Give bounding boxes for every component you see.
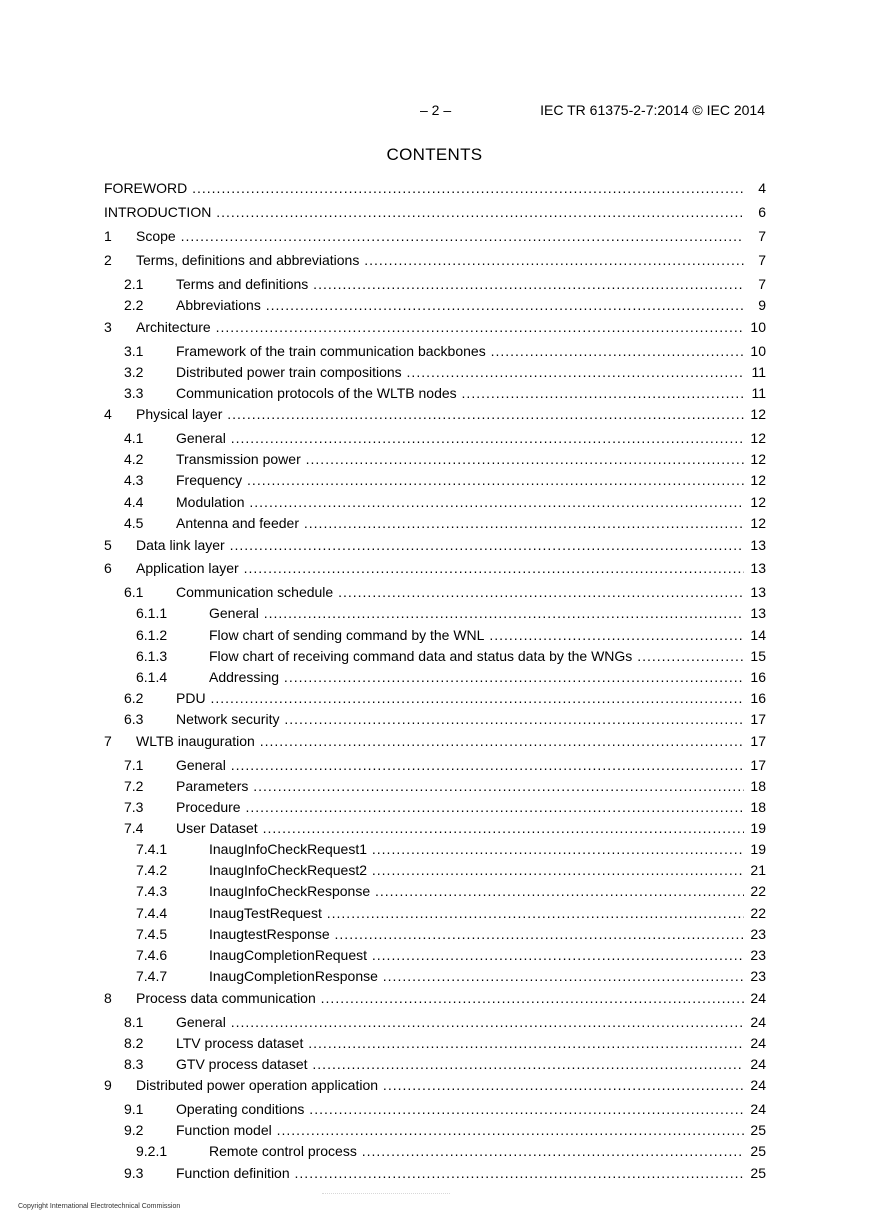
toc-entry-title: FOREWORD ..... [104, 179, 744, 197]
toc-entry-number: 2 [104, 252, 112, 268]
toc-entry[interactable] [104, 1034, 766, 1052]
toc-entry-number: 4.1 [124, 430, 144, 446]
toc-entry-title: Communication protocols of the WLTB nodes ..... [176, 384, 744, 402]
contents-title: CONTENTS [386, 145, 483, 164]
toc-entry[interactable] [104, 384, 766, 402]
toc-entry-number: 3 [104, 319, 112, 335]
toc-entry-title: General ..... [176, 756, 744, 774]
toc-entry[interactable] [104, 275, 766, 293]
toc-entry-page: 15 [750, 648, 766, 664]
table-of-contents [104, 0, 766, 1228]
toc-entry[interactable] [104, 1121, 766, 1139]
toc-entry-number: 7.4.7 [136, 968, 168, 984]
toc-entry[interactable] [104, 626, 766, 644]
toc-entry-title: Antenna and feeder ..... [176, 514, 744, 532]
toc-entry-title: Flow chart of receiving command data and status data by the WNGs ..... [209, 647, 744, 665]
toc-entry-number: 6.1.4 [136, 669, 168, 685]
toc-entry[interactable] [104, 604, 766, 622]
toc-entry-page: 17 [750, 757, 766, 773]
toc-entry[interactable] [104, 583, 766, 601]
toc-entry-title: Network security ..... [176, 710, 744, 728]
toc-entry[interactable] [104, 318, 766, 336]
toc-entry-page: 10 [750, 319, 766, 335]
toc-entry-title: Transmission power ..... [176, 450, 744, 468]
toc-entry-title: INTRODUCTION ..... [104, 203, 744, 221]
toc-entry[interactable] [104, 861, 766, 879]
toc-entry-number: 4.3 [124, 472, 144, 488]
toc-entry-page: 12 [750, 430, 766, 446]
toc-entry-number: 6.1 [124, 584, 144, 600]
toc-entry-page: 4 [758, 180, 766, 196]
toc-entry-title: Communication schedule ..... [176, 583, 744, 601]
toc-entry-title: Flow chart of sending command by the WNL ..... [209, 626, 744, 644]
toc-entry-number: 4 [104, 406, 112, 422]
toc-entry-number: 4.2 [124, 451, 144, 467]
toc-entry[interactable] [104, 1164, 766, 1182]
toc-entry-number: 4.4 [124, 494, 144, 510]
toc-entry-number: 9.1 [124, 1101, 144, 1117]
toc-entry-title: General ..... [176, 429, 744, 447]
toc-entry-number: 7.4.1 [136, 841, 168, 857]
toc-entry-number: 3.2 [124, 364, 144, 380]
toc-entry-number: 6.1.2 [136, 627, 168, 643]
toc-entry-number: 6.1.3 [136, 648, 168, 664]
toc-entry[interactable] [104, 363, 766, 381]
toc-entry-page: 9 [758, 297, 766, 313]
toc-entry-number: 2.2 [124, 297, 144, 313]
toc-entry-number: 8 [104, 990, 112, 1006]
toc-entry-page: 12 [750, 515, 766, 531]
toc-entry[interactable] [104, 732, 766, 750]
toc-entry[interactable] [104, 689, 766, 707]
toc-entry-title: Modulation ..... [176, 493, 744, 511]
toc-entry-number: 7.4.5 [136, 926, 168, 942]
toc-entry-number: 7.4.4 [136, 905, 168, 921]
toc-entry[interactable] [104, 179, 766, 197]
toc-entry-title: InaugtestResponse ..... [209, 925, 744, 943]
toc-entry-page: 7 [758, 252, 766, 268]
standard-identifier: IEC TR 61375-2-7:2014 © IEC 2014 [540, 102, 765, 118]
toc-entry-page: 25 [750, 1165, 766, 1181]
toc-entry-number: 6.1.1 [136, 605, 168, 621]
toc-entry-title: General ..... [209, 604, 744, 622]
toc-entry-title: Distributed power train compositions ..... [176, 363, 744, 381]
toc-entry-title: Scope ..... [136, 227, 744, 245]
toc-entry-page: 25 [750, 1143, 766, 1159]
toc-entry-page: 24 [750, 1035, 766, 1051]
toc-entry-number: 6.2 [124, 690, 144, 706]
footer-copyright: Copyright International Electrotechnical Commission [18, 1203, 181, 1210]
toc-entry[interactable] [104, 882, 766, 900]
toc-entry-title: Abbreviations ..... [176, 296, 744, 314]
toc-entry-page: 17 [750, 733, 766, 749]
toc-entry[interactable] [104, 904, 766, 922]
toc-entry[interactable] [104, 946, 766, 964]
toc-entry-number: 7.4 [124, 820, 144, 836]
toc-entry-page: 7 [758, 276, 766, 292]
footer-rule [322, 1193, 450, 1198]
toc-entry[interactable] [104, 925, 766, 943]
toc-entry[interactable] [104, 989, 766, 1007]
toc-entry-title: Architecture ..... [136, 318, 744, 336]
toc-entry-title: Parameters ..... [176, 777, 744, 795]
toc-entry[interactable] [104, 1013, 766, 1031]
toc-entry[interactable] [104, 1100, 766, 1118]
toc-entry-title: Remote control process ..... [209, 1142, 744, 1160]
toc-entry[interactable] [104, 967, 766, 985]
toc-entry-title: Terms, definitions and abbreviations ..... [136, 251, 744, 269]
toc-entry-title: Addressing ..... [209, 668, 744, 686]
toc-entry-page: 17 [750, 711, 766, 727]
toc-entry-number: 8.2 [124, 1035, 144, 1051]
toc-entry-page: 16 [750, 669, 766, 685]
toc-entry-page: 11 [751, 385, 766, 401]
toc-entry[interactable] [104, 342, 766, 360]
toc-entry[interactable] [104, 296, 766, 314]
toc-entry-title: Application layer ..... [136, 559, 744, 577]
toc-entry-page: 24 [750, 1056, 766, 1072]
toc-entry-page: 13 [750, 584, 766, 600]
toc-entry[interactable] [104, 227, 766, 245]
toc-entry[interactable] [104, 450, 766, 468]
toc-entry-number: 7.2 [124, 778, 144, 794]
toc-entry[interactable] [104, 1055, 766, 1073]
toc-entry-page: 25 [750, 1122, 766, 1138]
toc-entry-number: 5 [104, 537, 112, 553]
toc-entry-number: 8.1 [124, 1014, 144, 1030]
toc-entry-number: 7.4.2 [136, 862, 168, 878]
toc-entry-title: PDU ..... [176, 689, 744, 707]
page-number: – 2 – [420, 102, 452, 118]
toc-entry[interactable] [104, 840, 766, 858]
toc-entry-title: GTV process dataset ..... [176, 1055, 744, 1073]
toc-entry-title: InaugCompletionResponse ..... [209, 967, 744, 985]
toc-entry[interactable] [104, 756, 766, 774]
toc-entry-page: 12 [750, 494, 766, 510]
toc-entry[interactable] [104, 819, 766, 837]
toc-entry-title: Framework of the train communication backbones ..... [176, 342, 744, 360]
toc-entry-title: Data link layer ..... [136, 536, 744, 554]
toc-entry-number: 4.5 [124, 515, 144, 531]
toc-entry-number: 3.1 [124, 343, 144, 359]
toc-entry-page: 13 [750, 537, 766, 553]
toc-entry[interactable] [104, 798, 766, 816]
toc-entry[interactable] [104, 203, 766, 221]
toc-entry-title: Physical layer ..... [136, 405, 744, 423]
toc-entry-page: 24 [750, 1101, 766, 1117]
toc-entry[interactable] [104, 1142, 766, 1160]
toc-entry-page: 14 [750, 627, 766, 643]
toc-entry-title: Procedure ..... [176, 798, 744, 816]
toc-entry-number: 7.4.6 [136, 947, 168, 963]
toc-entry-page: 12 [750, 472, 766, 488]
toc-entry-page: 18 [750, 799, 766, 815]
toc-entry-title: General ..... [176, 1013, 744, 1031]
toc-entry[interactable] [104, 493, 766, 511]
toc-entry[interactable] [104, 710, 766, 728]
toc-entry-page: 23 [750, 947, 766, 963]
toc-entry[interactable] [104, 777, 766, 795]
toc-entry-page: 18 [750, 778, 766, 794]
toc-entry-title: InaugCompletionRequest ..... [209, 946, 744, 964]
toc-entry-page: 21 [750, 862, 766, 878]
toc-entry-title: Terms and definitions ..... [176, 275, 744, 293]
toc-entry-page: 6 [758, 204, 766, 220]
toc-entry[interactable] [104, 647, 766, 665]
toc-entry-title: LTV process dataset ..... [176, 1034, 744, 1052]
toc-entry-title: Frequency ..... [176, 471, 744, 489]
toc-entry[interactable] [104, 1076, 766, 1094]
toc-entry-page: 22 [750, 905, 766, 921]
toc-entry-title: User Dataset ..... [176, 819, 744, 837]
toc-entry-page: 24 [750, 990, 766, 1006]
toc-entry-page: 23 [750, 968, 766, 984]
toc-entry-page: 22 [750, 883, 766, 899]
toc-entry-title: InaugInfoCheckRequest2 ..... [209, 861, 744, 879]
toc-entry[interactable] [104, 471, 766, 489]
toc-entry-page: 12 [750, 406, 766, 422]
toc-entry-number: 7.1 [124, 757, 144, 773]
toc-entry-page: 13 [750, 605, 766, 621]
toc-entry-title: Process data communication ..... [136, 989, 744, 1007]
toc-entry-title: InaugInfoCheckRequest1 ..... [209, 840, 744, 858]
toc-entry-number: 7 [104, 733, 112, 749]
toc-entry-title: Distributed power operation application ..... [136, 1076, 744, 1094]
toc-entry-title: Operating conditions ..... [176, 1100, 744, 1118]
toc-entry-title: WLTB inauguration ..... [136, 732, 744, 750]
toc-entry-page: 11 [751, 364, 766, 380]
toc-entry[interactable] [104, 405, 766, 423]
toc-entry-page: 24 [750, 1077, 766, 1093]
toc-entry-number: 7.3 [124, 799, 144, 815]
toc-entry-title: Function model ..... [176, 1121, 744, 1139]
toc-entry-page: 24 [750, 1014, 766, 1030]
toc-entry-number: 9.2 [124, 1122, 144, 1138]
toc-entry-page: 19 [750, 841, 766, 857]
toc-entry[interactable] [104, 559, 766, 577]
toc-entry-number: 6 [104, 560, 112, 576]
toc-entry[interactable] [104, 251, 766, 269]
toc-entry-number: 9.2.1 [136, 1143, 168, 1159]
toc-entry[interactable] [104, 668, 766, 686]
toc-entry-page: 23 [750, 926, 766, 942]
toc-entry[interactable] [104, 536, 766, 554]
toc-entry-number: 6.3 [124, 711, 144, 727]
toc-entry-title: InaugTestRequest ..... [209, 904, 744, 922]
toc-entry-number: 8.3 [124, 1056, 144, 1072]
toc-entry-number: 2.1 [124, 276, 144, 292]
toc-entry-page: 16 [750, 690, 766, 706]
toc-entry-number: 7.4.3 [136, 883, 168, 899]
toc-entry-page: 19 [750, 820, 766, 836]
toc-entry-page: 13 [750, 560, 766, 576]
toc-entry-title: InaugInfoCheckResponse ..... [209, 882, 744, 900]
toc-entry[interactable] [104, 429, 766, 447]
toc-entry-page: 12 [750, 451, 766, 467]
toc-entry-page: 10 [750, 343, 766, 359]
toc-entry-page: 7 [758, 228, 766, 244]
toc-entry-number: 9 [104, 1077, 112, 1093]
toc-entry-number: 9.3 [124, 1165, 144, 1181]
toc-entry-number: 1 [104, 228, 112, 244]
toc-entry-number: 3.3 [124, 385, 144, 401]
toc-entry-title: Function definition ..... [176, 1164, 744, 1182]
toc-entry[interactable] [104, 514, 766, 532]
